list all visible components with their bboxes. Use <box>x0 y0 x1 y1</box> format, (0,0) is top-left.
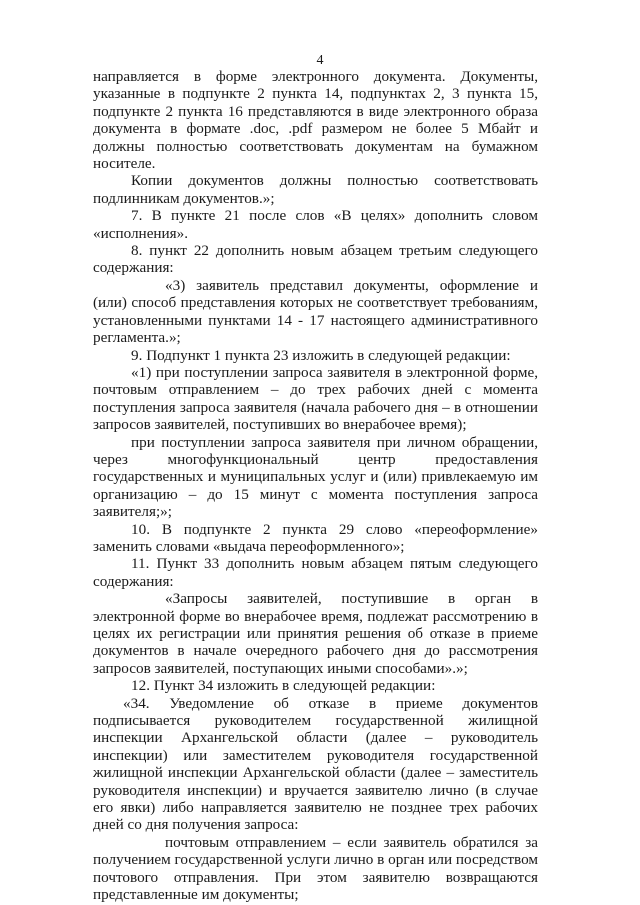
paragraph-quote-1: «1) при поступлении запроса заявителя в электронной форме, почтовым отправлением – до трех рабочих дней с момента поступления запроса заявителя (начала рабочего дня – в отношении запросов заявителей, поступивших во внерабочее время); <box>93 363 538 434</box>
paragraph-personal-request: при поступлении запроса заявителя при личном обращении, через многофункциональный центр предоставления государственных и муниципальных услуг и (или) привлекаемую им организацию – до 15 минут с момента поступления запроса заявителя;»; <box>93 433 538 521</box>
paragraph-item-9: 9. Подпункт 1 пункта 23 изложить в следующей редакции: <box>131 346 511 364</box>
document-body <box>93 68 538 904</box>
paragraph-item-8: 8. пункт 22 дополнить новым абзацем третьим следующего содержания: <box>93 242 538 277</box>
paragraph-copies: Копии документов должны полностью соответствовать подлинникам документов.»; <box>93 172 538 207</box>
paragraph-continuation: направляется в форме электронного документа. Документы, указанные в подпункте 2 пункта 14, подпунктах 2, 3 пункта 15, подпункте 2 пункта 16 представляются в виде электронного образа документа в формате .doc, .pdf размером не более 5 Мбайт и должны полностью соответствовать документам на бумажном носителе. <box>93 68 538 173</box>
paragraph-quote-requests: «Запросы заявителей, поступившие в орган в электронной форме во внерабочее время, подлежат рассмотрению в целях их регистрации или принятия решения об отказе в приеме документов в начале очередного рабочего дня до рассмотрения запросов заявителей, поступающих иными способами».»; <box>93 590 538 677</box>
paragraph-item-12: 12. Пункт 34 изложить в следующей редакции: <box>131 677 436 695</box>
paragraph-item-11: 11. Пункт 33 дополнить новым абзацем пятым следующего содержания: <box>93 555 538 590</box>
paragraph-postal: почтовым отправлением – если заявитель обратился за получением государственной услуги лично в орган или посредством почтового отправления. При этом заявителю возвращаются представленные им документы; <box>93 833 538 904</box>
page-number: 4 <box>316 53 324 68</box>
paragraph-quote-34: «34. Уведомление об отказе в приеме документов подписывается руководителем государственной жилищной инспекции Архангельской области (далее – руководитель инспекции) или заместителем руководителя государственной жилищной инспекции Архангельской области (далее – заместитель руководителя инспекции) и вручается заявителю лично (в случае его явки) либо направляется заявителю не позднее трех рабочих дней со дня получения запроса: <box>93 694 538 834</box>
paragraph-item-10: 10. В подпункте 2 пункта 29 слово «переоформление» заменить словами «выдача переоформленного»; <box>93 520 538 555</box>
paragraph-item-7: 7. В пункте 21 после слов «В целях» дополнить словом «исполнения». <box>93 207 538 242</box>
paragraph-quote-3: «3) заявитель представил документы, оформление и (или) способ представления которых не соответствует требованиям, установленными пунктами 14 - 17 настоящего административного регламента.»; <box>93 276 538 347</box>
